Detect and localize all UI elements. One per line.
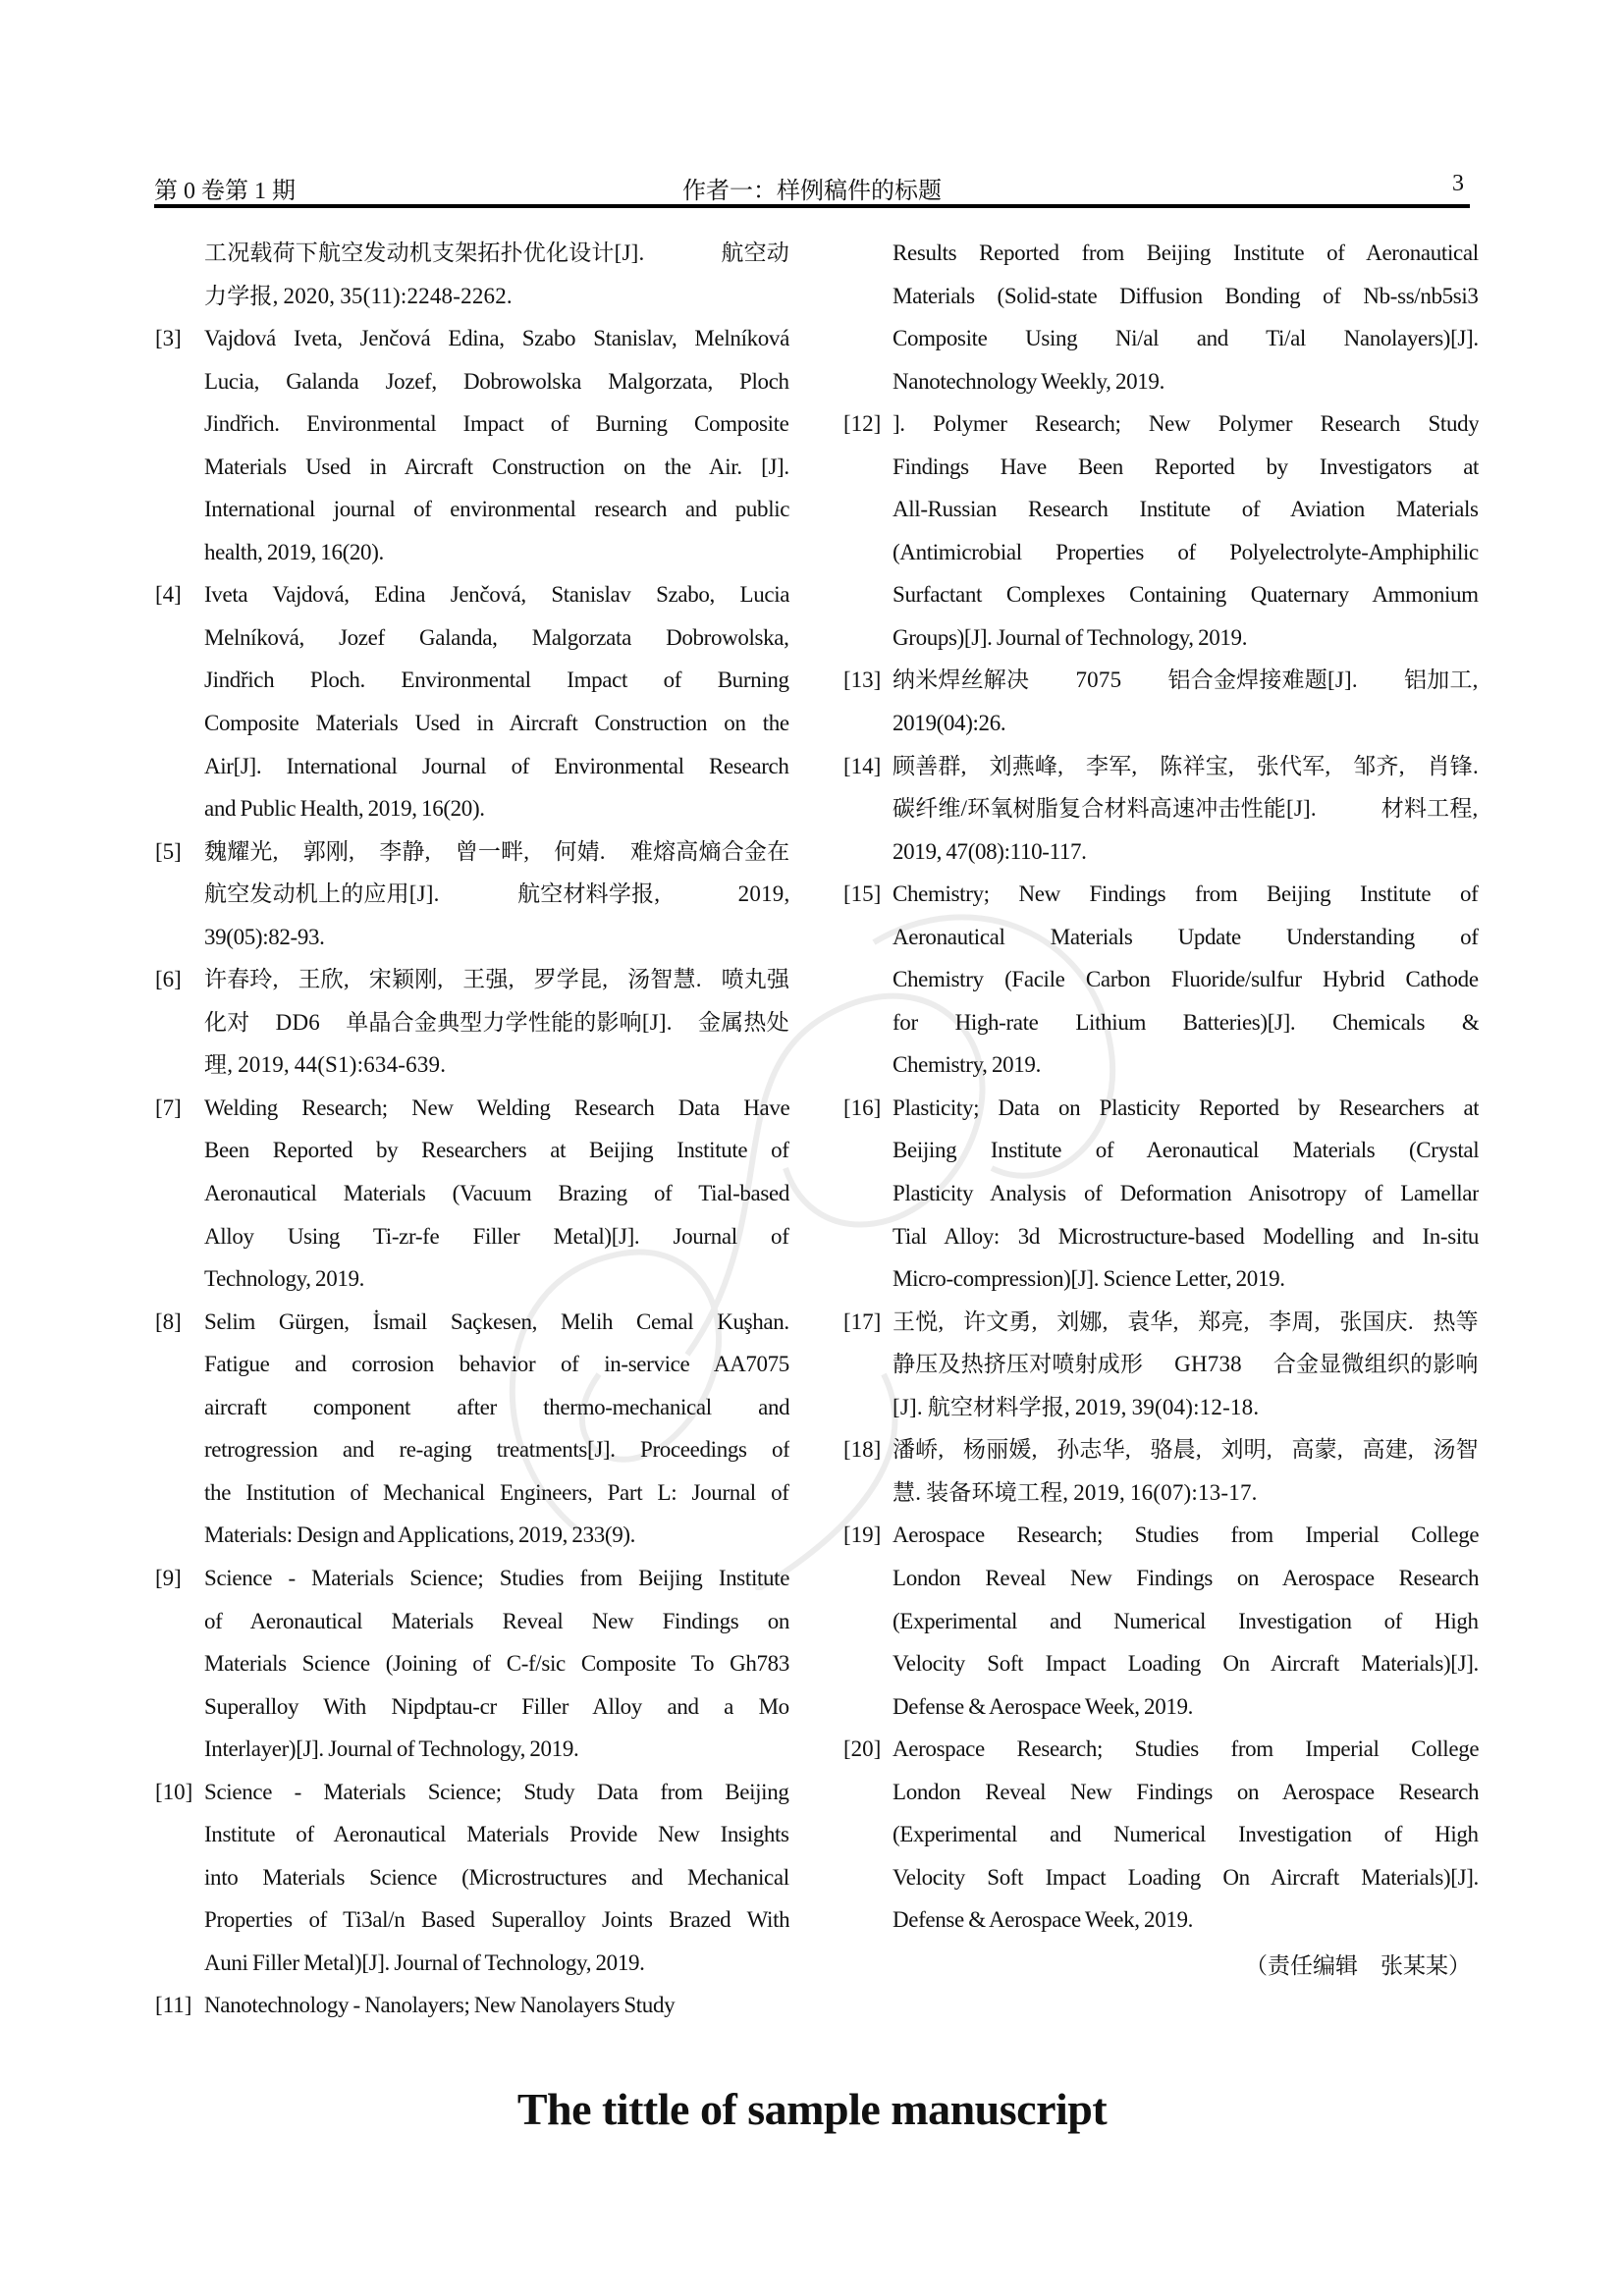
references-left-column bbox=[155, 232, 789, 2027]
reference-line: 慧. 装备环境工程, 2019, 16(07):13-17. bbox=[893, 1479, 1258, 1505]
reference-line: Selim Gürgen, İsmail Saçkesen, Melih Cemal Kuşhan. bbox=[204, 1308, 789, 1334]
reference-number: [18] bbox=[843, 1437, 882, 1463]
responsible-editor-note: （责任编辑 张某某） bbox=[1245, 1952, 1471, 1979]
reference-line: ]. Polymer Research; New Polymer Research Study bbox=[893, 411, 1479, 437]
reference-line: Nanotechnology Weekly, 2019. bbox=[893, 368, 1164, 394]
reference-line: Aerospace Research; Studies from Imperial College bbox=[893, 1522, 1479, 1548]
reference-line: of Aeronautical Materials Reveal New Findings on bbox=[204, 1608, 789, 1633]
reference-line: Air[J]. International Journal of Environmental Research bbox=[204, 753, 789, 778]
reference-line: Science - Materials Science; Studies from Beijing Institute bbox=[204, 1565, 789, 1590]
reference-line: Chemistry, 2019. bbox=[893, 1052, 1041, 1078]
reference-entry bbox=[843, 873, 1479, 1087]
reference-line: Superalloy With Nipdptau-cr Filler Alloy and a Mo bbox=[204, 1693, 789, 1719]
reference-number: [3] bbox=[155, 326, 182, 351]
reference-line: Beijing Institute of Aeronautical Materials (Crystal bbox=[893, 1138, 1479, 1163]
reference-line: 2019(04):26. bbox=[893, 711, 1006, 736]
reference-line: London Reveal New Findings on Aerospace Research bbox=[893, 1779, 1479, 1804]
reference-line: Defense & Aerospace Week, 2019. bbox=[893, 1693, 1194, 1719]
reference-line: Materials (Solid-state Diffusion Bonding of Nb-ss/nb5si3 bbox=[893, 283, 1479, 308]
reference-line: (Experimental and Numerical Investigation of High bbox=[893, 1608, 1479, 1633]
reference-line: Plasticity Analysis of Deformation Anisotropy of Lamellar bbox=[893, 1181, 1479, 1206]
reference-number: [13] bbox=[843, 667, 882, 693]
reference-line: Materials Used in Aircraft Construction on the Air. [J]. bbox=[204, 454, 789, 479]
reference-line: All-Russian Research Institute of Aviation Materials bbox=[893, 497, 1479, 522]
reference-number: [19] bbox=[843, 1522, 882, 1548]
reference-line: Results Reported from Beijing Institute of Aeronautical bbox=[893, 240, 1479, 265]
reference-entry bbox=[155, 1557, 789, 1771]
reference-number: [9] bbox=[155, 1565, 182, 1590]
english-title: The tittle of sample manuscript bbox=[516, 2084, 1108, 2134]
reference-line: Iveta Vajdová, Edina Jenčová, Stanislav Szabo, Lucia bbox=[204, 582, 789, 608]
reference-line: Aeronautical Materials (Vacuum Brazing of Tial-based bbox=[204, 1181, 789, 1206]
reference-line: Groups)[J]. Journal of Technology, 2019. bbox=[893, 624, 1248, 650]
reference-number: [20] bbox=[843, 1736, 882, 1762]
reference-line: Interlayer)[J]. Journal of Technology, 2019. bbox=[204, 1736, 579, 1762]
reference-line: Auni Filler Metal)[J]. Journal of Technology, 2019. bbox=[204, 1949, 645, 1975]
reference-line: 航空发动机上的应用[J]. 航空材料学报, 2019, bbox=[204, 881, 789, 907]
reference-entry bbox=[843, 1514, 1479, 1728]
reference-line: Composite Materials Used in Aircraft Construction on the bbox=[204, 711, 789, 736]
reference-line: [J]. 航空材料学报, 2019, 39(04):12-18. bbox=[893, 1394, 1260, 1419]
reference-line: the Institution of Mechanical Engineers, Part L: Journal of bbox=[204, 1479, 789, 1505]
reference-number: [16] bbox=[843, 1095, 882, 1120]
reference-line: 潘峤, 杨丽媛, 孙志华, 骆晨, 刘明, 高蒙, 高建, 汤智 bbox=[893, 1437, 1479, 1463]
reference-line: Melníková, Jozef Galanda, Malgorzata Dobrowolska, bbox=[204, 624, 789, 650]
reference-line: 化对 DD6 单晶合金典型力学性能的影响[J]. 金属热处 bbox=[204, 1009, 789, 1035]
reference-line: (Antimicrobial Properties of Polyelectrolyte-Amphiphilic bbox=[893, 539, 1479, 564]
reference-line: Aerospace Research; Studies from Imperial College bbox=[893, 1736, 1479, 1762]
running-title: 作者一：样例稿件的标题 bbox=[682, 179, 942, 204]
reference-entry bbox=[155, 958, 789, 1087]
reference-number: [4] bbox=[155, 582, 182, 608]
reference-entry bbox=[155, 232, 789, 317]
reference-entry bbox=[155, 830, 789, 959]
page-number: 3 bbox=[1452, 171, 1464, 196]
reference-line: 魏耀光, 郭刚, 李静, 曾一畔, 何婧. 难熔高熵合金在 bbox=[204, 838, 789, 864]
reference-line: Materials: Design and Applications, 2019, 233(9). bbox=[204, 1522, 636, 1548]
reference-entry bbox=[843, 1087, 1479, 1301]
reference-line: Lucia, Galanda Jozef, Dobrowolska Malgorzata, Ploch bbox=[204, 368, 789, 394]
reference-line: 顾善群, 刘燕峰, 李军, 陈祥宝, 张代军, 邹齐, 肖锋. bbox=[893, 753, 1479, 778]
reference-line: Materials Science (Joining of C-f/sic Composite To Gh783 bbox=[204, 1651, 789, 1677]
reference-line: 理, 2019, 44(S1):634-639. bbox=[204, 1052, 447, 1078]
reference-line: International journal of environmental research and public bbox=[204, 497, 789, 522]
reference-line: Chemistry (Facile Carbon Fluoride/sulfur Hybrid Cathode bbox=[893, 967, 1479, 992]
reference-number: [12] bbox=[843, 411, 882, 437]
reference-line: Aeronautical Materials Update Understanding of bbox=[893, 924, 1479, 949]
reference-line: Micro-compression)[J]. Science Letter, 2019. bbox=[893, 1266, 1285, 1292]
reference-line: Velocity Soft Impact Loading On Aircraft Materials)[J]. bbox=[893, 1651, 1479, 1677]
reference-line: Findings Have Been Reported by Investigators at bbox=[893, 454, 1479, 479]
reference-number: [15] bbox=[843, 881, 882, 907]
reference-line: 碳纤维/环氧树脂复合材料高速冲击性能[J]. 材料工程, bbox=[893, 796, 1479, 822]
reference-line: Jindřich. Environmental Impact of Burning Composite bbox=[204, 411, 789, 437]
reference-number: [11] bbox=[155, 1993, 192, 2018]
reference-line: Technology, 2019. bbox=[204, 1266, 365, 1292]
reference-line: London Reveal New Findings on Aerospace Research bbox=[893, 1565, 1479, 1590]
reference-line: Jindřich Ploch. Environmental Impact of Burning bbox=[204, 667, 789, 693]
header-rule bbox=[154, 204, 1470, 208]
reference-entry bbox=[155, 1301, 789, 1557]
reference-line: Surfactant Complexes Containing Quaternary Ammonium bbox=[893, 582, 1479, 608]
reference-number: [10] bbox=[155, 1779, 193, 1804]
reference-line: Alloy Using Ti-zr-fe Filler Metal)[J]. Journal of bbox=[204, 1223, 789, 1249]
reference-line: into Materials Science (Microstructures and Mechanical bbox=[204, 1864, 789, 1890]
reference-number: [5] bbox=[155, 838, 182, 864]
reference-entry bbox=[155, 1087, 789, 1301]
reference-line: 2019, 47(08):110-117. bbox=[893, 838, 1087, 864]
running-header bbox=[154, 167, 1470, 206]
references-right-column bbox=[843, 232, 1479, 1988]
reference-line: Composite Using Ni/al and Ti/al Nanolayers)[J]. bbox=[893, 326, 1479, 351]
reference-line: Plasticity; Data on Plasticity Reported by Researchers at bbox=[893, 1095, 1479, 1120]
reference-entry bbox=[843, 1428, 1479, 1514]
reference-number: [8] bbox=[155, 1308, 182, 1334]
reference-line: Institute of Aeronautical Materials Provide New Insights bbox=[204, 1822, 789, 1847]
reference-line: Been Reported by Researchers at Beijing Institute of bbox=[204, 1138, 789, 1163]
reference-line: Chemistry; New Findings from Beijing Institute of bbox=[893, 881, 1479, 907]
reference-entry bbox=[155, 1771, 789, 1985]
reference-number: [7] bbox=[155, 1095, 182, 1120]
reference-line: Tial Alloy: 3d Microstructure-based Modelling and In-situ bbox=[893, 1223, 1479, 1249]
reference-line: (Experimental and Numerical Investigation of High bbox=[893, 1822, 1479, 1847]
reference-line: retrogression and re-aging treatments[J]. Proceedings of bbox=[204, 1437, 789, 1463]
reference-number: [6] bbox=[155, 967, 182, 992]
reference-entry bbox=[155, 573, 789, 829]
reference-line: Properties of Ti3al/n Based Superalloy Joints Brazed With bbox=[204, 1907, 789, 1933]
reference-line: 王悦, 许文勇, 刘娜, 袁华, 郑亮, 李周, 张国庆. 热等 bbox=[893, 1308, 1479, 1334]
reference-entry bbox=[843, 745, 1479, 874]
reference-line: Fatigue and corrosion behavior of in-service AA7075 bbox=[204, 1352, 789, 1377]
reference-line: 纳米焊丝解决 7075 铝合金焊接难题[J]. 铝加工, bbox=[893, 667, 1479, 693]
reference-entry bbox=[155, 1984, 789, 2027]
reference-line: and Public Health, 2019, 16(20). bbox=[204, 796, 485, 822]
reference-line: Welding Research; New Welding Research Data Have bbox=[204, 1095, 789, 1120]
reference-entry bbox=[843, 659, 1479, 744]
reference-line: Science - Materials Science; Study Data from Beijing bbox=[204, 1779, 789, 1804]
reference-entry bbox=[843, 1728, 1479, 1942]
reference-line: 静压及热挤压对喷射成形 GH738 合金显微组织的影响 bbox=[893, 1352, 1479, 1377]
volume-issue: 第 0 卷第 1 期 bbox=[154, 179, 296, 204]
reference-line: 许春玲, 王欣, 宋颖刚, 王强, 罗学昆, 汤智慧. 喷丸强 bbox=[204, 967, 789, 992]
reference-line: Velocity Soft Impact Loading On Aircraft Materials)[J]. bbox=[893, 1864, 1479, 1890]
reference-number: [14] bbox=[843, 753, 882, 778]
reference-entry bbox=[843, 232, 1479, 402]
reference-line: 工况载荷下航空发动机支架拓扑优化设计[J]. 航空动 bbox=[204, 240, 789, 265]
reference-line: Vajdová Iveta, Jenčová Edina, Szabo Stanislav, Melníková bbox=[204, 326, 789, 351]
reference-line: for High-rate Lithium Batteries)[J]. Chemicals & bbox=[893, 1009, 1479, 1035]
reference-line: aircraft component after thermo-mechanical and bbox=[204, 1394, 789, 1419]
reference-line: Defense & Aerospace Week, 2019. bbox=[893, 1907, 1194, 1933]
reference-line: Nanotechnology - Nanolayers; New Nanolayers Study bbox=[204, 1993, 676, 2018]
reference-entry bbox=[843, 402, 1479, 659]
reference-line: 39(05):82-93. bbox=[204, 924, 325, 949]
reference-entry bbox=[155, 317, 789, 573]
reference-entry bbox=[843, 1301, 1479, 1429]
reference-line: 力学报, 2020, 35(11):2248-2262. bbox=[204, 283, 513, 308]
reference-line: health, 2019, 16(20). bbox=[204, 539, 384, 564]
reference-number: [17] bbox=[843, 1308, 882, 1334]
